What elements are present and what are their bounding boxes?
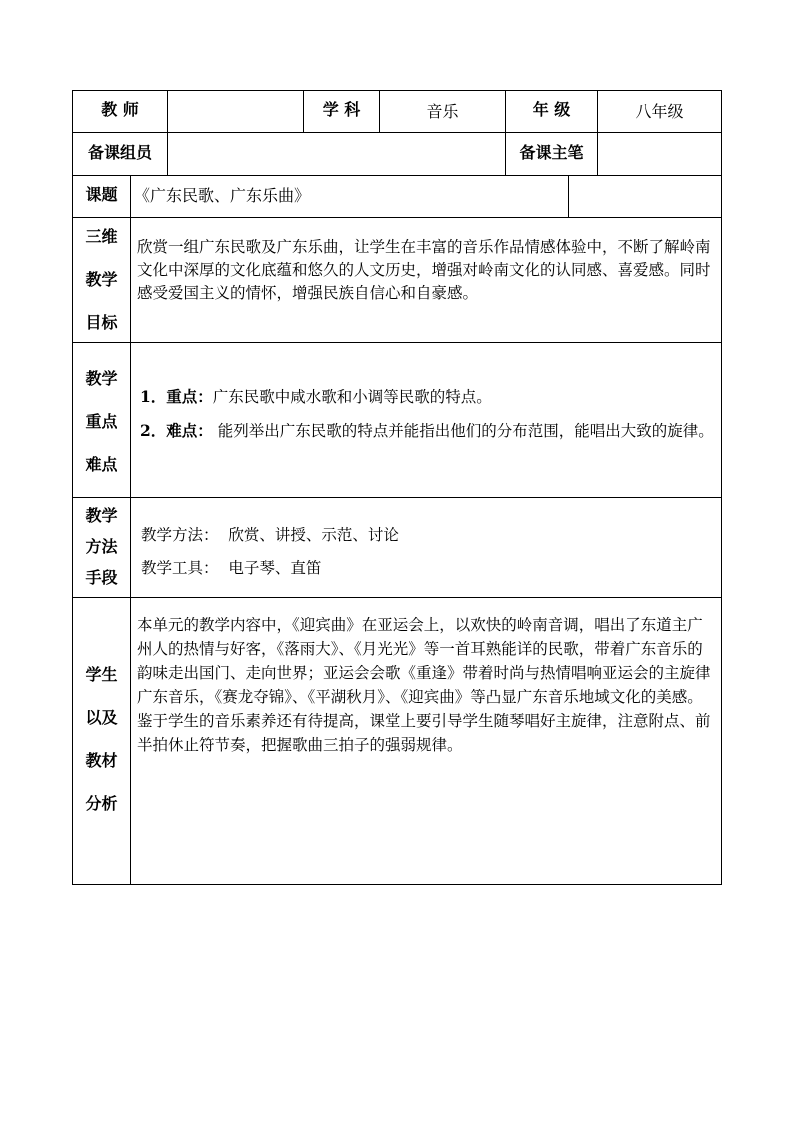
teaching-tool-line: 教学工具： 电子琴、直笛 (141, 559, 322, 577)
analysis-label-line: 以及 (85, 708, 118, 727)
col-divider (568, 175, 569, 217)
col-divider (130, 175, 131, 885)
key-point-2 (140, 419, 718, 443)
key-points-label-line: 教学 (85, 369, 118, 388)
key-point-1-prefix: 1．重点： (140, 387, 213, 406)
row-divider (72, 597, 722, 598)
table-border-bottom (72, 884, 722, 885)
key-point-2-text: 能列举出广东民歌的特点并能指出他们的分布范围，能唱出大致的旋律。 (212, 422, 714, 440)
col-divider (167, 90, 168, 175)
methods-label-line: 手段 (85, 568, 118, 587)
table-border-top (72, 90, 722, 91)
lead-label: 备课主笔 (519, 143, 584, 162)
key-point-1 (140, 385, 718, 409)
methods-label-line: 方法 (85, 537, 118, 556)
row-divider (72, 497, 722, 498)
key-point-1-text: 广东民歌中咸水歌和小调等民歌的特点。 (212, 388, 492, 406)
analysis-label-line: 教材 (85, 751, 118, 770)
methods-label-line: 教学 (85, 506, 118, 525)
grade-label: 年 级 (532, 100, 571, 119)
methods-label (73, 503, 130, 588)
teacher-label: 教 师 (101, 100, 139, 119)
group-label: 备课组员 (87, 143, 152, 162)
row-divider (72, 342, 722, 343)
analysis-label-line: 分析 (85, 794, 118, 813)
topic-value: 《广东民歌、广东乐曲》 (134, 186, 311, 205)
key-point-2-prefix: 2．难点： (140, 421, 213, 440)
analysis-label (73, 662, 130, 814)
analysis-label-line: 学生 (85, 665, 118, 684)
key-points-label (73, 366, 130, 475)
subject-value: 音乐 (426, 102, 459, 121)
teaching-method-line: 教学方法： 欣赏、讲授、示范、讨论 (141, 526, 399, 544)
row-divider (72, 175, 722, 176)
key-points-label-line: 重点 (85, 412, 118, 431)
row-divider (72, 132, 722, 133)
key-points-label-line: 难点 (85, 455, 118, 474)
row-divider (72, 217, 722, 218)
objectives-text: 欣赏一组广东民歌及广东乐曲，让学生在丰富的音乐作品情感体验中，不断了解岭南文化中深厚的文化底蕴和悠久的人文历史，增强对岭南文化的认同感、喜爱感。同时感受爱国主义的情怀，增强民族自信心和自豪感。 (137, 238, 711, 302)
subject-label: 学 科 (322, 100, 361, 119)
table-border-right (721, 90, 722, 885)
grade-value: 八年级 (635, 102, 684, 121)
objectives-label-line: 目标 (85, 313, 118, 332)
analysis-text: 本单元的教学内容中，《迎宾曲》在亚运会上，以欢快的岭南音调，唱出了东道主广州人的热情与好客，《落雨大》、《月光光》等一首耳熟能详的民歌，带着广东音乐的韵味走出国门、走向世界；亚运会会歌《重逢》带着时尚与热情唱响亚运会的主旋律 广东音乐，《赛龙夺锦》、《平湖秋月》、《迎宾曲》等凸显广东音乐地域文化的美感。鉴于学生的音乐素养还有待提高，课堂上要引导学生随琴唱好主旋律，注意附点、前半拍休止符节奏，把握歌曲三拍子的强弱规律。 (137, 616, 711, 754)
objectives-label-line: 三维 (85, 227, 118, 246)
objectives-label (73, 224, 130, 333)
topic-label: 课题 (85, 185, 118, 204)
objectives-label-line: 教学 (85, 270, 118, 289)
